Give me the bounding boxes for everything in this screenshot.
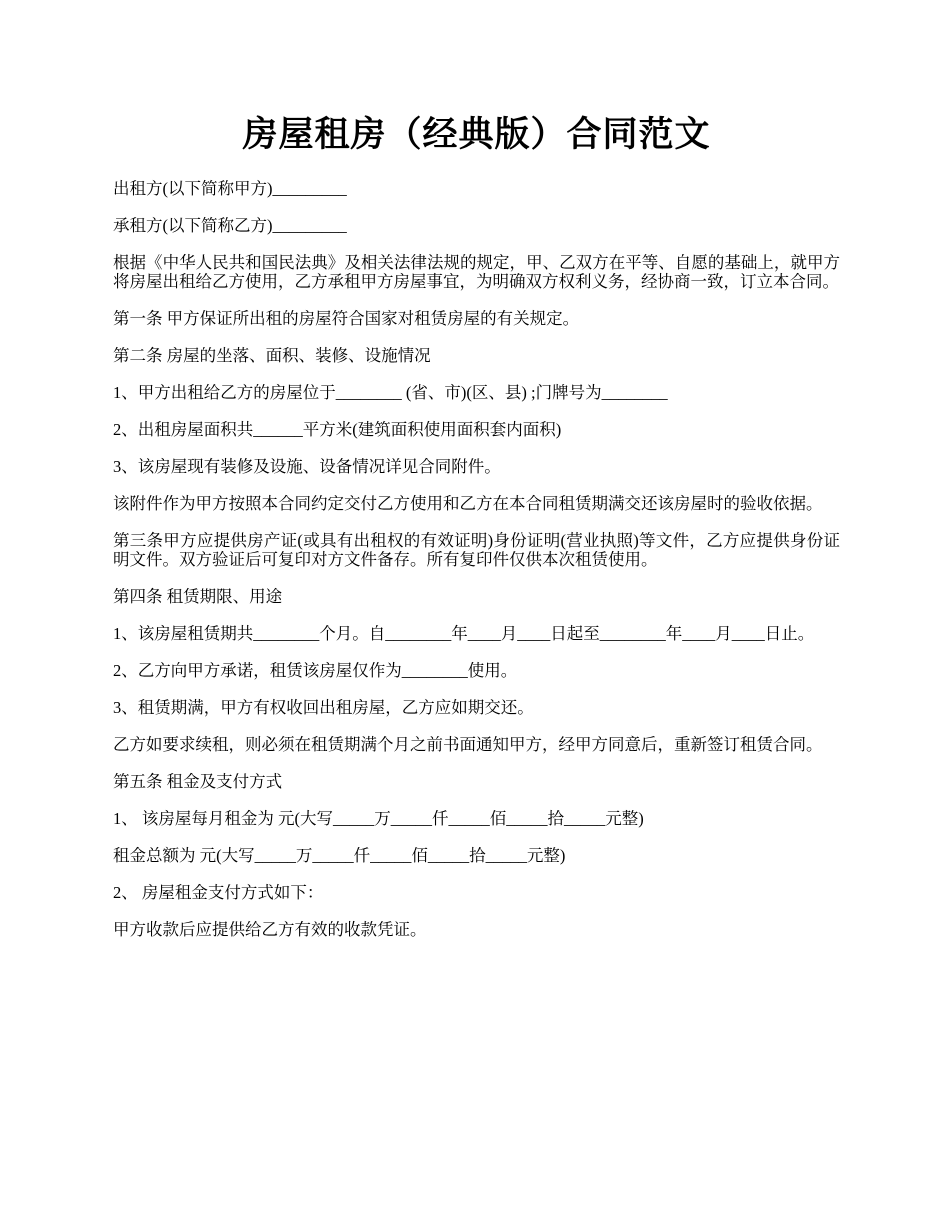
receipt-note: 甲方收款后应提供给乙方有效的收款凭证。 xyxy=(113,920,427,939)
attachment-note: 该附件作为甲方按照本合同约定交付乙方使用和乙方在本合同租赁期满交还该房屋时的验收依据。 xyxy=(113,494,823,513)
article-1: 第一条 甲方保证所出租的房屋符合国家对租赁房屋的有关规定。 xyxy=(113,309,580,328)
article-4-item-3: 3、租赁期满，甲方有权收回出租房屋，乙方应如期交还。 xyxy=(113,698,534,717)
article-3: 第三条甲方应提供房产证(或具有出租权的有效证明)身份证明(营业执照)等文件，乙方应提供身份证明文件。双方验证后可复印对方文件备存。所有复印件仅供本次租赁使用。 xyxy=(113,531,840,569)
lessee-line: 承租方(以下简称乙方)_________ xyxy=(113,216,347,235)
article-5-item-2: 2、 房屋租金支付方式如下： xyxy=(113,883,324,902)
article-2-item-2: 2、出租房屋面积共______平方米(建筑面积使用面积套内面积) xyxy=(113,420,562,439)
document-title: 房屋租房（经典版）合同范文 xyxy=(242,115,711,154)
lessor-line: 出租方(以下简称甲方)_________ xyxy=(113,179,347,198)
article-4-item-2: 2、乙方向甲方承诺，租赁该房屋仅作为________使用。 xyxy=(113,661,518,680)
total-rent-line: 租金总额为 元(大写_____万_____仟_____佰_____拾_____元整) xyxy=(113,846,566,865)
article-2-heading: 第二条 房屋的坐落、面积、装修、设施情况 xyxy=(113,346,431,365)
article-5-item-1: 1、 该房屋每月租金为 元(大写_____万_____仟_____佰_____拾_____元整) xyxy=(113,809,644,828)
renewal-note: 乙方如要求续租，则必须在租赁期满个月之前书面通知甲方，经甲方同意后，重新签订租赁合同。 xyxy=(113,735,823,754)
article-4-item-1: 1、该房屋租赁期共________个月。自________年____月____日起至________年____月____日止。 xyxy=(113,624,815,643)
article-2-item-3: 3、该房屋现有装修及设施、设备情况详见合同附件。 xyxy=(113,457,501,476)
preamble-paragraph: 根据《中华人民共和国民法典》及相关法律法规的规定，甲、乙双方在平等、自愿的基础上，就甲方将房屋出租给乙方使用，乙方承租甲方房屋事宜，为明确双方权利义务，经协商一致，订立本合同。 xyxy=(113,253,840,291)
document-body xyxy=(113,179,840,957)
article-4-heading: 第四条 租赁期限、用途 xyxy=(113,587,283,606)
article-5-heading: 第五条 租金及支付方式 xyxy=(113,772,283,791)
article-2-item-1: 1、甲方出租给乙方的房屋位于________ (省、市)(区、县) ;门牌号为________ xyxy=(113,383,668,402)
